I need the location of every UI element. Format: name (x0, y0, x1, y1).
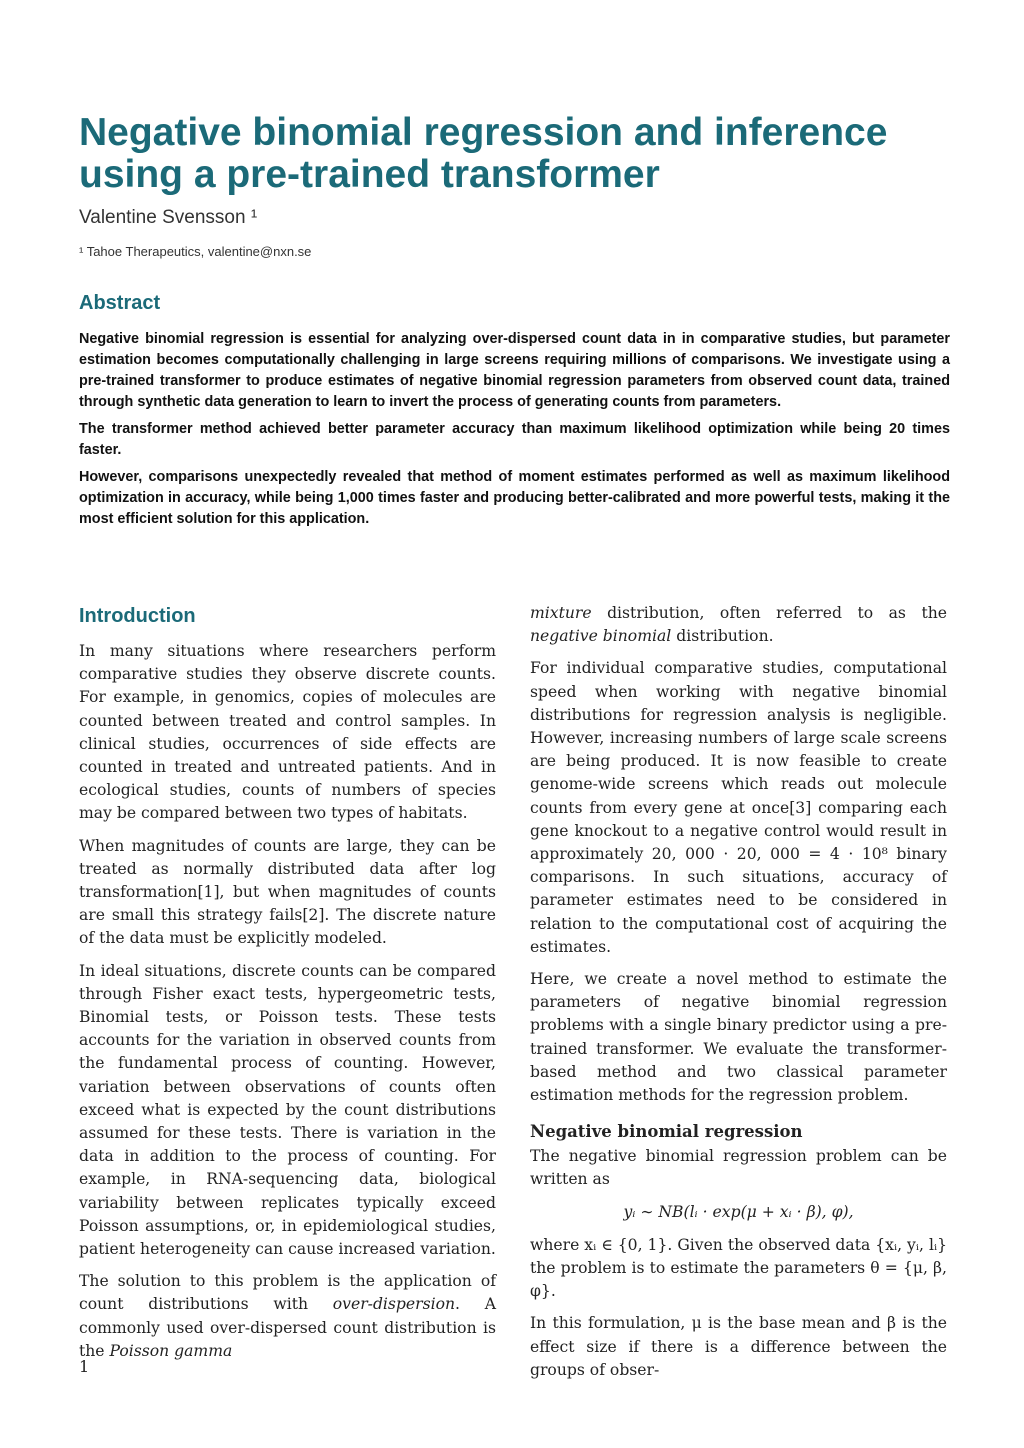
body-paragraph: In this formulation, μ is the base mean and β is the effect size if there is a difference between the groups of obser- (530, 1314, 947, 1379)
abstract-body (79, 329, 950, 536)
body-paragraph (530, 602, 947, 648)
body-paragraph: The negative binomial regression problem can be written as (530, 1147, 947, 1189)
body-paragraph: where xᵢ ∈ {0, 1}. Given the observed data {xᵢ, yᵢ, lᵢ} the problem is to estimate the parameters θ = {μ, β, φ}. (530, 1235, 947, 1301)
abstract-paragraph: Negative binomial regression is essential for analyzing over-dispersed count data in in comparative studies, but parameter estimation becomes computationally challenging in large screens requiring millions of comparisons. We investigate using a pre-trained transformer to produce estimates of negative binomial regression parameters from observed count data, trained through synthetic data generation to learn to invert the process of generating counts from parameters. (79, 331, 950, 410)
abstract-paragraph: The transformer method achieved better parameter accuracy than maximum likelihood optimization while being 20 times faster. (79, 421, 950, 458)
emphasis-text: mixture (530, 604, 592, 622)
text-run: distribution. (671, 627, 774, 646)
text-run: . A commonly used over-dispersed count distribution is the (79, 1295, 496, 1360)
page-number: 1 (79, 1357, 90, 1376)
abstract-paragraph: However, comparisons unexpectedly revealed that method of moment estimates performed as well as maximum likelihood optimization in accuracy, while being 1,000 times faster and producing better-calibrated and more powerful tests, making it the most efficient solution for this application. (79, 469, 950, 527)
regression-equation: yᵢ ∼ NB(lᵢ · exp(μ + xᵢ · β), φ), (623, 1202, 854, 1221)
text-run: distribution, often referred to as the (591, 604, 947, 622)
author-line: Valentine Svensson ¹ (79, 207, 258, 228)
left-column (79, 602, 496, 1372)
body-paragraph: In many situations where researchers perform comparative studies they observe discrete counts. For example, in genomics, copies of molecules are counted between treated and control samples. In clinical studies, occurrences of side effects are counted in treated and untreated patients. And in ecological studies, counts of numbers of species may be compared between two types of habitats. (79, 642, 496, 823)
emphasis-text: Poisson gamma (109, 1341, 233, 1360)
abstract-heading: Abstract (79, 292, 161, 314)
introduction-heading: Introduction (79, 605, 196, 627)
emphasis-text: negative binomial (530, 627, 672, 646)
body-paragraph (79, 1270, 496, 1363)
body-paragraph: When magnitudes of counts are large, they can be treated as normally distributed data after log transformation[1], but when magnitudes of counts are small this strategy fails[2]. The discrete nature of the data must be explicitly modeled. (79, 836, 496, 948)
body-paragraph: In ideal situations, discrete counts can be compared through Fisher exact tests, hypergeometric tests, Binomial tests, or Poisson tests. These tests accounts for the variation in observed counts from the fundamental process of counting. However, variation between observations of counts often exceed what is expected by the count distributions assumed for these tests. There is variation in the data in addition to the process of counting. For example, in RNA-sequencing data, biological variability between replicates typically exceed Poisson assumptions, or, in epidemiological studies, patient heterogeneity can cause increased variation. (79, 961, 496, 1259)
text-run: The solution to this problem is the application of count distributions with (79, 1272, 496, 1314)
paper-title: Negative binomial regression and inference using a pre-trained transformer (79, 111, 888, 196)
body-paragraph: Here, we create a novel method to estimate the parameters of negative binomial regression problems with a single binary predictor using a pre-trained transformer. We evaluate the transformer-based method and two classical parameter estimation methods for the regression problem. (530, 970, 947, 1105)
right-column (530, 602, 947, 1391)
body-paragraph: For individual comparative studies, computational speed when working with negative binomial distributions for regression analysis is negligible. However, increasing numbers of large scale screens are being produced. It is now feasible to create genome-wide screens which reads out molecule counts from every gene at once[3] comparing each gene knockout to a negative control would result in approximately 20, 000 · 20, 000 = 4 · 10⁸ binary comparisons. In such situations, accuracy of parameter estimates need to be considered in relation to the computational cost of acquiring the estimates. (530, 659, 947, 956)
affiliation-line: ¹ Tahoe Therapeutics, valentine@nxn.se (79, 244, 312, 259)
emphasis-text: over-dispersion (332, 1295, 456, 1314)
nb-regression-heading: Negative binomial regression (530, 1122, 803, 1142)
